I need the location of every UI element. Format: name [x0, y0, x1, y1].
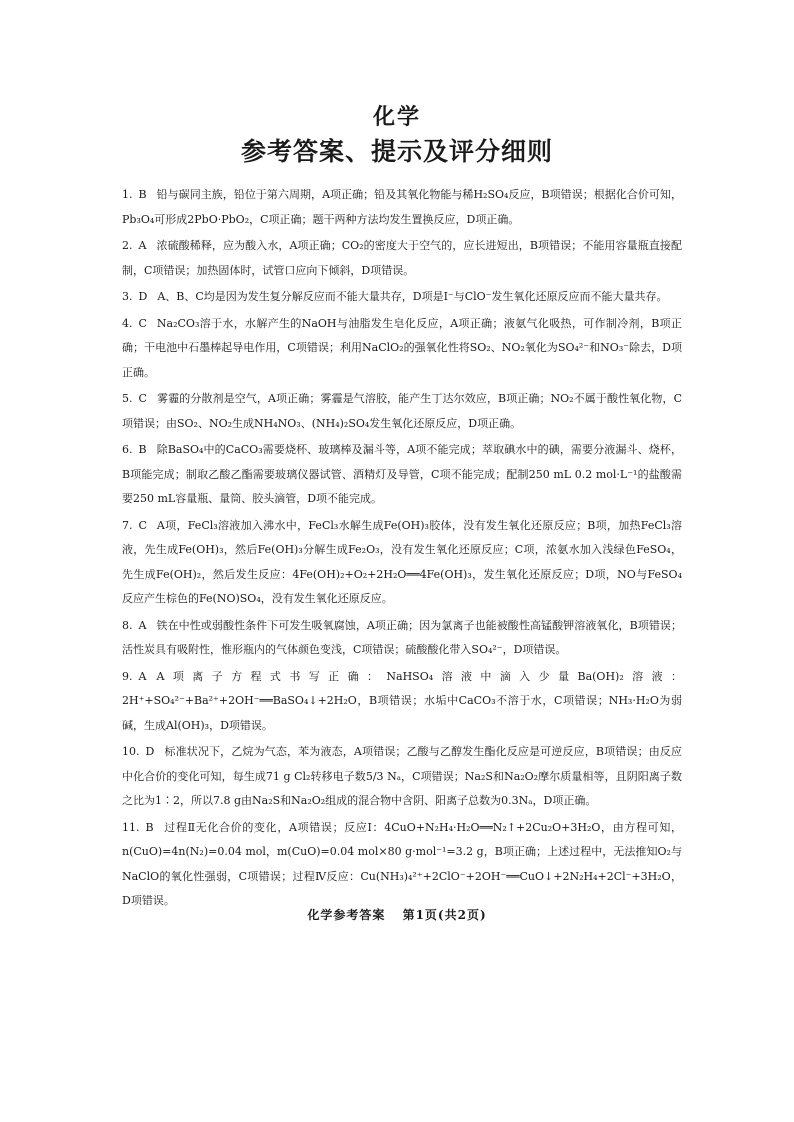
- answer-list: [122, 183, 682, 916]
- answer-item: [122, 614, 682, 663]
- page-title: 参考答案、提示及评分细则: [240, 137, 553, 166]
- item-answer: B: [138, 443, 147, 456]
- subject-title: 化学: [372, 104, 421, 130]
- item-answer: C: [138, 518, 147, 532]
- item-number: 11.: [122, 820, 140, 834]
- item-explanation: 除BaSO₄中的CaCO₃需要烧杯、玻璃棒及漏斗等，A项不能完成；萃取碘水中的碘，需要分液漏斗、烧杯，B项能完成；制取乙酸乙酯需要玻璃仪器试管、酒精灯及导管，C项不能完成；配制250 mL 0.2 mol·L⁻¹的盐酸需要250 mL容量瓶、量筒、胶头滴管，D项不能完成。: [122, 443, 682, 505]
- answer-item: [122, 312, 682, 386]
- answer-item: [122, 285, 682, 310]
- answer-item: [122, 387, 682, 436]
- item-explanation: 过程Ⅱ无化合价的变化，A项错误；反应Ⅰ：4CuO+N₂H₄·H₂O══N₂↑+2Cu₂O+3H₂O，由方程可知，n(CuO)=4n(N₂)=0.04 mol，m(CuO)=0.04 mol×80 g·mol⁻¹=3.2 g，B项正确；上述过程中，无法推知O₂与NaClO的氧化性强弱，C项错误；过程Ⅳ反应：Cu(NH₃)₄²⁺+2ClO⁻+2OH⁻══CuO↓+2N₂H₄+2Cl⁻+3H₂O，D项错误。: [122, 820, 682, 907]
- item-answer: A: [138, 239, 147, 252]
- page-footer: [0, 906, 794, 923]
- item-number: 9.: [122, 669, 133, 683]
- item-answer: A: [138, 669, 147, 683]
- answer-item: [122, 816, 682, 914]
- item-number: 1.: [122, 188, 133, 201]
- item-answer: B: [145, 820, 154, 834]
- item-number: 2.: [122, 239, 133, 252]
- item-explanation: 雾霾的分散剂是空气，A项正确；雾霾是气溶胶，能产生丁达尔效应，B项正确；NO₂不属于酸性氧化物，C项错误；由SO₂、NO₂生成NH₄NO₃、(NH₄)₂SO₄发生氧化还原反应，D项正确。: [122, 392, 682, 430]
- item-number: 5.: [122, 392, 133, 405]
- answer-item: [122, 740, 682, 814]
- item-number: 4.: [122, 316, 133, 330]
- answer-item: [122, 514, 682, 612]
- item-answer: C: [138, 316, 147, 330]
- item-number: 6.: [122, 443, 133, 456]
- item-explanation: 铁在中性或弱酸性条件下可发生吸氧腐蚀，A项正确；因为氯离子也能被酸性高锰酸钾溶液氧化，B项错误；活性炭具有吸附性，惟形瓶内的气体颜色变浅，C项错误；硫酸酸化带入SO₄²⁻，D项错误。: [122, 618, 682, 656]
- answer-item: [122, 183, 682, 232]
- item-number: 10.: [122, 745, 140, 758]
- answer-item: [122, 438, 682, 512]
- item-number: 3.: [122, 290, 133, 303]
- item-answer: A: [138, 618, 147, 632]
- item-answer: D: [138, 290, 148, 303]
- answer-item: [122, 234, 682, 283]
- item-number: 8.: [122, 618, 133, 632]
- item-explanation: 铅与碳同主族，铅位于第六周期，A项正确；铅及其氧化物能与稀H₂SO₄反应，B项错误；根据化合价可知，Pb₃O₄可形成2PbO·PbO₂，C项正确；题干两种方法均发生置换反应，D项正确。: [122, 188, 682, 226]
- item-number: 7.: [122, 518, 133, 532]
- item-answer: D: [145, 745, 155, 758]
- footer-page-number: 第1页(共2页): [402, 908, 487, 922]
- item-explanation: A项离子方程式书写正确：NaHSO₄溶液中滴入少量Ba(OH)₂溶液：2H⁺+SO₄²⁻+Ba²⁺+2OH⁻══BaSO₄↓+2H₂O，B项错误；水垢中CaCO₃不溶于水，C项错误；NH₃·H₂O为弱碱，生成Al(OH)₃，D项错误。: [122, 669, 682, 732]
- item-answer: C: [138, 392, 147, 405]
- item-explanation: A项，FeCl₃溶液加入沸水中，FeCl₃水解生成Fe(OH)₃胶体，没有发生氧化还原反应；B项，加热FeCl₃溶液，先生成Fe(OH)₃，然后Fe(OH)₃分解生成Fe₂O₃，没有发生氧化还原反应；C项，浓氨水加入浅绿色FeSO₄，先生成Fe(OH)₂，然后发生反应：4Fe(OH)₂+O₂+2H₂O══4Fe(OH)₃，发生氧化还原反应；D项，NO与FeSO₄反应产生棕色的Fe(NO)SO₄，没有发生氧化还原反应。: [122, 518, 682, 605]
- item-answer: B: [138, 188, 147, 201]
- item-explanation: A、B、C均是因为发生复分解反应而不能大量共存，D项是I⁻与ClO⁻发生氧化还原反应而不能大量共存。: [157, 290, 668, 303]
- item-explanation: Na₂CO₃溶于水，水解产生的NaOH与油脂发生皂化反应，A项正确；液氨气化吸热，可作制冷剂，B项正确；干电池中石墨棒起导电作用，C项错误；利用NaClO₂的强氧化性将SO₂、NO₂氧化为SO₄²⁻和NO₃⁻除去，D项正确。: [122, 316, 682, 379]
- answer-item: [122, 665, 682, 739]
- item-explanation: 浓硫酸稀释，应为酸入水，A项正确；CO₂的密度大于空气的，应长进短出，B项错误；不能用容量瓶直接配制，C项错误；加热固体时，试管口应向下倾斜，D项错误。: [122, 239, 682, 277]
- item-explanation: 标准状况下，乙烷为气态，苯为液态，A项错误；乙酸与乙醇发生酯化反应是可逆反应，B项错误；由反应中化合价的变化可知，每生成71 g Cl₂转移电子数5/3 Nₐ，C项错误；Na₂S和Na₂O₂摩尔质量相等，且阴阳离子数之比为1∶2，所以7.8 g由Na₂S和Na₂O₂组成的混合物中含阴、阳离子总数为0.3Nₐ，D项正确。: [122, 745, 682, 807]
- footer-label: 化学参考答案: [307, 908, 386, 922]
